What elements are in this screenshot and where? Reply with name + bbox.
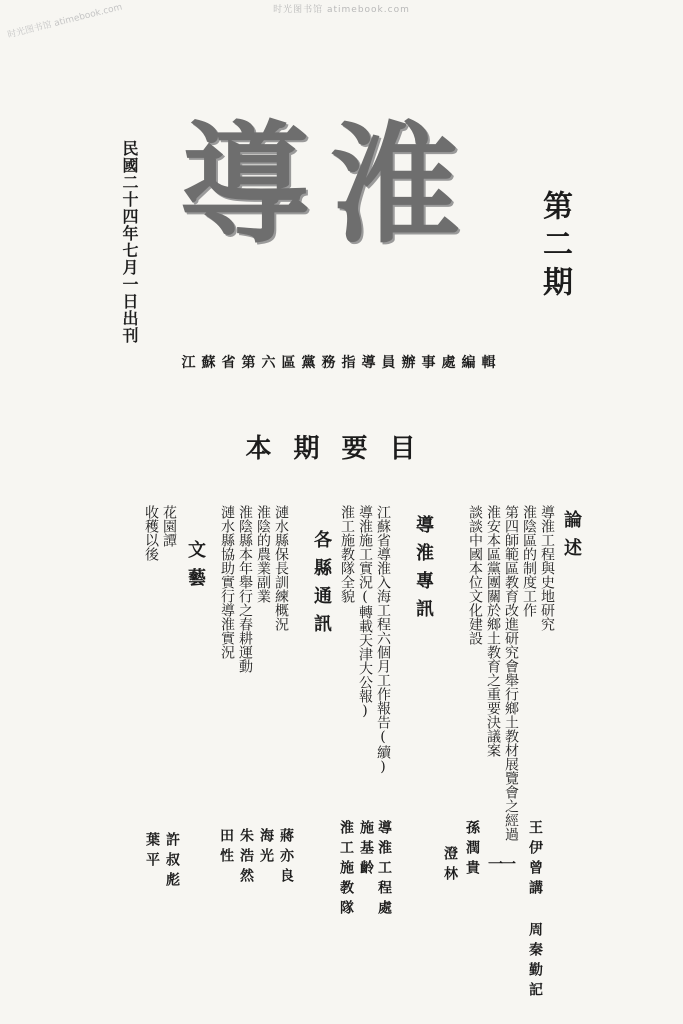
toc-entry-author: 澄林 [442, 846, 458, 886]
toc-entry-author: 許叔彪 [164, 832, 180, 892]
watermark-top: 时光图书馆 atimebook.com [273, 5, 410, 15]
toc-entry-title: 第四師範區教育改進研究會舉行鄉土教材展覽會之經過 [503, 505, 519, 841]
toc-heading: 本期要目 [245, 434, 438, 464]
toc-entry-title: 導淮工程與史地研究 [539, 505, 555, 631]
toc-entry-title: 淮陰的農業副業 [255, 505, 271, 603]
publisher-line: 江蘇省第六區黨務指導員辦事處編輯 [181, 355, 502, 371]
publication-date: 民國二十四年七月一日出刊 [120, 140, 139, 344]
toc-entry-title: 淮工施教隊全貌 [339, 505, 355, 603]
issue-number: 第二期 [537, 190, 572, 304]
toc-entry-author: 蔣亦良 [278, 828, 294, 888]
toc-entry-author: 田性 [218, 828, 234, 868]
toc-entry-title: 花園譚 [161, 505, 177, 547]
toc-entry-title: 漣水縣協助實行導淮實況 [219, 505, 235, 659]
toc-entry-page: 一 [499, 856, 517, 871]
watermark-left: 时光图书馆 atimebook.com [6, 2, 124, 41]
toc-entry-title: 淮安本區黨團關於鄉土教育之重要決議案 [485, 505, 501, 757]
toc-entry-title: 江蘇省導淮入海工程六個月工作報告(續) [375, 505, 391, 775]
toc-entry-author: 海光 [258, 828, 274, 868]
section-label-daohuai-news: 導淮專訊 [413, 515, 434, 627]
toc-entry-title: 導淮施工實況(轉載天津大公報) [357, 505, 373, 719]
toc-entry-title: 淮陰區的制度工作 [521, 505, 537, 617]
toc-entry-author: 朱浩然 [238, 828, 254, 888]
toc-entry-author: 導淮工程處 [376, 820, 392, 920]
toc-entry-page: 一 [486, 856, 504, 871]
section-label-discourse: 論述 [561, 510, 582, 566]
toc-entry-title: 淮陰縣本年舉行之春耕運動 [237, 505, 253, 673]
toc-entry-author: 王伊曾講 周秦勤記 [527, 820, 543, 1002]
toc-entry-author: 葉平 [144, 832, 160, 872]
toc-entry-author: 孫潤貴 [464, 820, 480, 880]
toc-entry-title: 談談中國本位文化建設 [467, 505, 483, 645]
section-label-literature: 文藝 [185, 540, 206, 596]
toc-entry-author: 施基齡 [358, 820, 374, 880]
section-label-county-news: 各縣通訊 [311, 530, 332, 642]
toc-entry-title: 漣水縣保長訓練概況 [273, 505, 289, 631]
toc-entry-author: 淮工施教隊 [338, 820, 354, 920]
journal-title: 導淮 [179, 108, 480, 261]
toc-entry-title: 收穫以後 [143, 505, 159, 561]
